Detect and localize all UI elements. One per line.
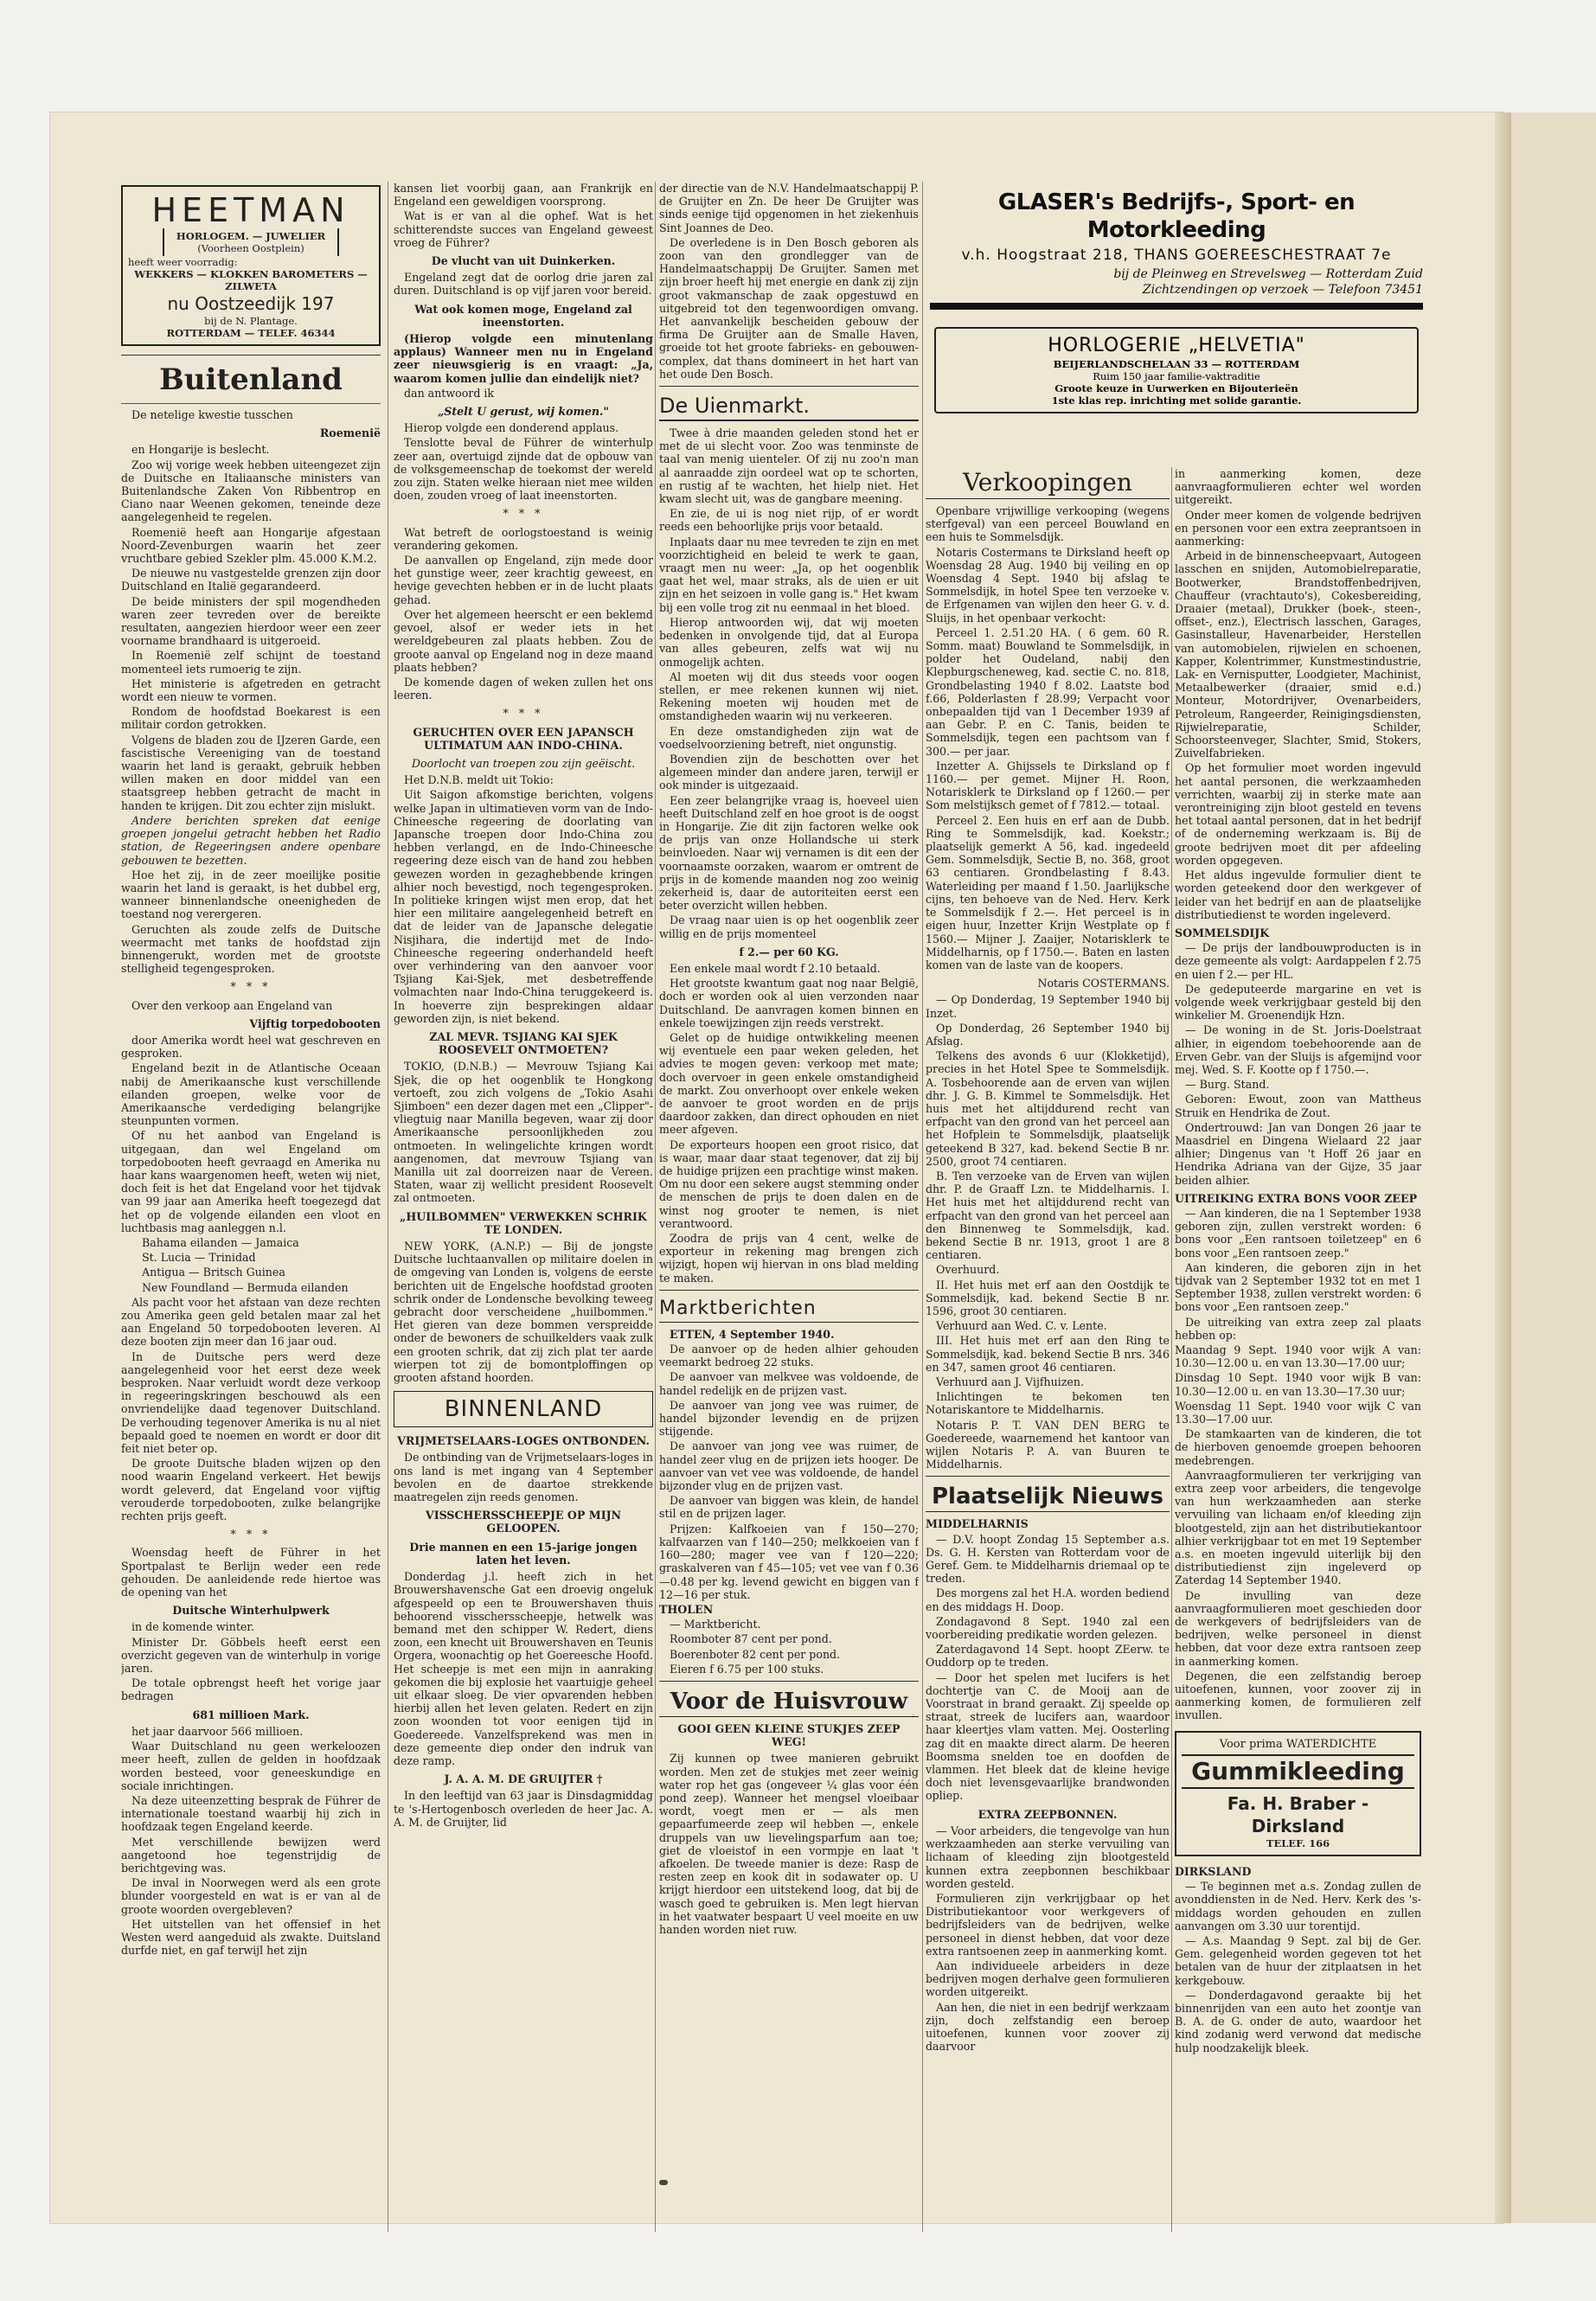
page-punch-hole [659,2180,668,2185]
paragraph: (Hierop volgde een minutenlang applaus) Wanneer men nu in Engeland zeer nieuwsgierig is en vraagt: „Ja, waarom komen jullie dan eindelijk niet? [394,332,653,385]
heetman-advertisement [121,185,381,346]
schedule-line: Dinsdag 10 Sept. 1940 voor wijk B van: 10.30—12.00 u. en van 13.30—17.30 uur; [1175,1371,1421,1398]
column-rule [922,182,923,2232]
paragraph: Minister Dr. Göbbels heeft eerst een overzicht gegeven van de winterhulp in vorige jaren. [121,1635,381,1676]
heetman-items: WEKKERS — KLOKKEN BAROMETERS — ZILWETA [134,268,368,292]
paragraph: — Burg. Stand. [1185,1078,1270,1092]
gummi-telephone: TELEF. 166 [1266,1836,1330,1849]
paragraph: Het aldus ingevulde formulier dient te worden geteekend door den werkgever of leider van het bedrijf en aan de plaatselijke distributiedienst te worden ingeleverd. [1175,868,1421,921]
glaser-title: GLASER's Bedrijfs-, Sport- en Motorkleeding [997,189,1356,243]
paragraph: — De woning in de St. Joris-Doelstraat alhier, in eigendom toebehoorende aan de Erven Gebr. van der Sluijs is afgemijnd voor mej. Wed. S. F. Kootte op f 1750.—. [1175,1023,1421,1076]
paragraph: — De prijs der landbouwproducten is in deze gemeente als volgt: Aardappelen f 2.75 en uien f 2.— per HL. [1175,941,1421,981]
paragraph: B. Ten verzoeke van de Erven van wijlen dhr. P. de Graaff Lzn. te Middelharnis. I. Het huis met het altijddurend recht van erfpacht van den grond van het perceel aan den Binnenweg te Sommelsdijk, kad. bekend Sectie B nr. 1913, groot 1 are 8 centiaren. [926,1169,1170,1262]
market-dateline: THOLEN [659,1602,714,1616]
paragraph: Woensdag heeft de Führer in het Sportpalast te Berlijn weder een rede gehouden. De aanleidende rede hiertoe was de opening van het [121,1546,381,1599]
article-subhead: Wat ook komen moge, Engeland zal ineenstorten. [414,302,632,329]
paragraph: Hierop volgde een donderend applaus. [404,421,619,435]
helvetia-tradition: Ruim 150 jaar familie-vaktraditie [1093,370,1260,382]
paragraph: Waar Duitschland nu geen werkeloozen meer heeft, zullen de gelden in hoofdzaak worden besteed, voor geneeskundige en sociale inrichtingen. [121,1740,381,1792]
paragraph: Notaris Costermans te Dirksland heeft op Woensdag 28 Aug. 1940 bij veiling en op Woensdag 4 Sept. 1940 bij afslag te Sommelsdijk, in hotel Spee ten verzoeke v. de Erfgenamen van wijlen den heer G. v. d. Sluijs, in het openbaar verkocht: [926,545,1170,625]
gummi-title: Gummikleeding [1182,1754,1414,1789]
paragraph: In den leeftijd van 63 jaar is Dinsdagmiddag te 's-Hertogenbosch overleden de heer Jac. A. A. M. de Gruijter, lid [394,1789,653,1829]
paragraph: En deze omstandigheden zijn wat de voedselvoorziening betreft, niet ongunstig. [659,724,919,751]
article-headline: ZAL MEVR. TSJIANG KAI SJEK ROOSEVELT ONTMOETEN? [429,1029,618,1057]
paragraph: Het grootste kwantum gaat nog naar België, doch er worden ook al uien verzonden naar Duitschland. De aanvragen komen binnen en enkele toewijzingen zijn reeds verstrekt. [659,977,919,1029]
paragraph: Openbare vrijwillige verkooping (wegens sterfgeval) van een perceel Bouwland en een huis te Sommelsdijk. [926,504,1170,544]
paragraph: De komende dagen of weken zullen het ons leeren. [394,675,653,702]
paragraph: Wat is er van al die ophef. Wat is het schitterendste succes van Engeland geweest vroeg de Führer? [394,209,653,249]
heetman-telephone: ROTTERDAM — TELEF. 46344 [166,327,336,339]
helvetia-title: HORLOGERIE „HELVETIA" [1048,335,1305,356]
paragraph: NEW YORK, (A.N.P.) — Bij de jongste Duitsche luchtaanvallen op militaire doelen in de omgeving van Londen is, volgens de eerste berichten uit de Engelsche hoofdstad grooten schrik onder de Londensche bevolking teweeg gebracht door verscheidene „huilbommen." Het gieren van deze bommen verspreidde onder de bewoners de schuilkelders vaak zulk een grooten schrik, dat zij zich plat ter aarde wierpen tot zij de bomontploffingen op grooten afstand hoorden. [394,1240,653,1385]
column-1 [121,182,381,2232]
heetman-title: HEETMAN [151,191,350,229]
paragraph: Al moeten wij dit dus steeds voor oogen stellen, er mee rekenen kunnen wij niet. Rekening moeten wij houden met de omstandigheden waarin wij nu verkeeren. [659,670,919,723]
paragraph: Zondagavond 8 Sept. 1940 zal een voorbereiding predikatie worden gelezen. [926,1614,1170,1642]
section-title-huisvrouw: Voor de Huisvrouw [659,1687,919,1717]
paragraph: Verhuurd aan Wed. C. v. Lente. [936,1319,1107,1333]
paragraph: Het ministerie is afgetreden en getracht wordt een nieuw te vormen. [121,676,381,704]
paragraph: Boerenboter 82 cent per pond. [670,1647,841,1661]
paragraph: en Hongarije is beslecht. [131,443,270,457]
paragraph: Over het algemeen heerscht er een beklemd gevoel, alsof er weder iets in het wereldgebeuren zal plaats hebben. Zou de groote aanval op Engeland nog in deze maand plaats hebben? [394,607,653,674]
article-headline: GOOI GEEN KLEINE STUKJES ZEEP WEG! [677,1721,901,1749]
paragraph: — Marktbericht. [670,1618,761,1631]
section-title-marktberichten: Marktberichten [659,1296,919,1323]
paragraph: De groote Duitsche bladen wijzen op den nood waarin Engeland verkeert. Het bewijs wordt geleverd, dat Engeland voor vijftig verouderde torpedobooten, zulke belangrijke rechten prijs geeft. [121,1457,381,1523]
paragraph: Roemenië heeft aan Hongarije afgestaan Noord-Zevenburgen waarin het zeer vruchtbare gebied Szekler plm. 45.000 K.M.2. [121,525,381,566]
schedule-line: Woensdag 11 Sept. 1940 voor wijk C van 13.30—17.00 uur. [1175,1399,1421,1426]
article-headline: EXTRA ZEEPBONNEN. [977,1807,1118,1821]
article-headline: J. A. A. M. DE GRUIJTER † [444,1772,603,1786]
paragraph: Geboren: Ewout, zoon van Mattheus Struik en Hendrika de Zout. [1175,1093,1421,1119]
paragraph: Volgens de bladen zou de IJzeren Garde, een fascistische Vereeniging van de toestand waarin het land is geraakt, gebruik hebben willen maken en door middel van een staatsgreep hebben getracht de macht in handen te krijgen. Dit zou echter zijn mislukt. [121,733,381,812]
paragraph: Zaterdagavond 14 Sept. hoopt ZEerw. te Ouddorp op te treden. [926,1643,1170,1670]
paragraph: — Op Donderdag, 19 September 1940 bij Inzet. [926,993,1170,1020]
separator [659,386,919,387]
paragraph: het jaar daarvoor 566 millioen. [131,1724,304,1738]
paragraph: Zoo wij vorige week hebben uiteengezet zijn de Duitsche en Italiaansche ministers van Buitenlandsche Zaken Von Ribbentrop en Ciano naar Weenen gekomen, teneinde deze aangelegenheid te regelen. [121,458,381,524]
column-2 [394,182,653,2232]
paragraph: In de Duitsche pers werd deze aangelegenheid voor het eerst deze week besproken. Naar verluidt wordt deze verkoop in regeeringskringen beschouwd als een onvriendelijke daad tegenover Duitschland. De verhouding tegenover Amerika is nu al niet bepaald goed te noemen en wordt er door dit feit niet beter op. [121,1349,381,1456]
paragraph: Arbeid in de binnenscheepvaart, Autogeen lasschen en snijden, Automobielreparatie, Bootwerker, Brandstoffenbedrijven, Chauffeur (vrachtauto's), Cokesbereiding, Draaier (metaal), Drukker (boek-, steen-, offset-, enz.), Electrisch lasschen, Garages, Gasinstalleur, Havenarbeider, Herstellen van automobielen, rijwielen en schoenen, Kapper, Kolentrimmer, Kunstmestindustrie, Lak- en Vernisputter, Loodgieter, Machinist, Metaalbewerker (draaier, smid e.d.) Monteur, Motordrijver, Ovenarbeiders, Petroleum, Rangeerder, Reinigingsdiensten, Rijwielreparatie, Schilder, Schoorsteenveger, Slachter, Smid, Stokers, Zuivelfabrieken. [1175,549,1421,760]
paragraph: Een zeer belangrijke vraag is, hoeveel uien heeft Duitschland zelf en hoe groot is de oogst in Hongarije. Zie dit zijn factoren welke ook de prijs van onze Hollandsche ui sterk beinvloeden. Naar wij vernamen is dit een der voornaamste oorzaken, waarom er omtrent de prijs in de komende maanden nog zoo weinig zekerheid is, daar de autoriteiten eerst een beter overzicht willen hebben. [659,793,919,913]
paragraph: Andere berichten spreken dat eenige groepen jongelui getracht hebben het Radio station, de Regeeringsen andere openbare gebouwen te bezetten. [121,813,381,867]
glaser-location: bij de Pleinweg en Strevelsweg — Rotterdam Zuid [1113,267,1423,281]
column-5 [1175,467,1421,2232]
article-subhead: 681 millioen Mark. [192,1708,310,1721]
paragraph: De vraag naar uien is op het oogenblik zeer willig en de prijs momenteel [659,913,919,940]
section-title-binnenland: BINNENLAND [444,1396,603,1423]
paragraph: Inlichtingen te bekomen ten Notariskantore te Middelharnis. [926,1390,1170,1417]
island-list-item: Antigua — Britsch Guinea [142,1266,285,1279]
article-subhead: De netelige kwestie tusschen [131,408,293,421]
adjacent-page-strip [1509,112,1596,2223]
section-divider-stars: * * * [503,707,544,721]
paragraph: Des morgens zal het H.A. worden bediend en des middags H. Doop. [926,1586,1170,1613]
paragraph: Wat betreft de oorlogstoestand is weinig verandering gekomen. [394,525,653,552]
article-subhead: Vijftig torpedobooten [249,1016,381,1030]
island-list-item: New Foundland — Bermuda eilanden [142,1280,349,1294]
paragraph: Aanvraagformulieren ter verkrijging van extra zeep voor arbeiders, die tengevolge van hun werkzaamheden aan sterke vervuiling van lichaam en/of kleeding zijn blootgesteld, zijn aan het distributiekantoor alhier verkrijgbaar tot en met 19 September a.s. en moeten ingevuld uiterlijk bij den distributiedienst zijn ingeleverd op Zaterdag 14 September 1940. [1175,1468,1421,1587]
article-subhead: Drie mannen en een 15-jarige jongen laten het leven. [409,1540,638,1567]
helvetia-advertisement [934,327,1419,413]
column-3 [659,182,919,2232]
paragraph: De aanvoer van melkvee was voldoende, de handel redelijk en de prijzen vast. [659,1370,919,1397]
paragraph: De exporteurs hoopen een groot risico, dat is waar, maar daar staat tegenover, dat zij bij de huidige prijzen een prachtige winst maken. Om nu door een sekere augst stemming onder de menschen de prijs te doen dalen en de winst nog grooter te nemen, is niet verantwoord. [659,1138,919,1230]
helvetia-selection: Groote keuze in Uurwerken en Bijouterieën [1054,382,1298,394]
column-rule [655,182,656,2232]
paragraph: Het D.N.B. meldt uit Tokio: [404,773,554,787]
helvetia-repair: 1ste klas rep. inrichting met solide garantie. [1051,394,1302,407]
article-subhead: „Stelt U gerust, wij komen." [438,405,609,419]
paragraph: Uit Saigon afkomstige berichten, volgens welke Japan in ultimatieven vorm van de Indo-Chineesche regeering de doorlating van Japansche troepen door Indo-China zou hebben verlangd, en de Indo-Chineesche regeering deze eisch van de hand zou hebben gewezen worden in gezaghebbende kringen alhier noch bevestigd, noch tegengesproken. In politieke kringen wijst men erop, dat het hier een militaire aangelegenheid betreft en dat de leider van de Japansche delegatie Nisjihara, die indertijd met de Indo-Chineesche regeering onderhandeld heeft over verhindering van den aanvoer voor Tsjiang Kai-Sjek, met desbetreffende volmachten naar Indo-China teruggekeerd is. In hoeverre zijn besprekingen aldaar geworden zijn, is niet bekend. [394,788,653,1025]
paragraph: door Amerika wordt heel wat geschreven en gesproken. [121,1033,381,1061]
gummikleeding-advertisement [1175,1731,1421,1856]
helvetia-address: BEIJERLANDSCHELAAN 33 — ROTTERDAM [1053,358,1300,370]
paragraph: Aan kinderen, die geboren zijn in het tijdvak van 2 September 1932 tot en met 1 September 1938, zullen verstrekt worden: 6 bons voor „Een rantsoen zeep." [1175,1260,1421,1314]
article-headline: VISSCHERSSCHEEPJE OP MIJN GELOOPEN. [425,1509,622,1535]
paragraph: in de komende winter. [131,1620,254,1634]
gummi-pretitle: Voor prima WATERDICHTE [1219,1737,1377,1751]
paragraph: En zie, de ui is nog niet rijp, of er wordt reeds een behoorlijke prijs voor betaald. [659,507,919,534]
gummi-firm: Fa. H. Braber - Dirksland [1227,1792,1369,1836]
town-heading: SOMMELSDIJK [1175,926,1270,939]
paragraph: Het uitstellen van het offensief in het Westen werd aangeduid als zwakte. Duitsland durfde niet, en gaf terwijl het zijn [121,1917,381,1958]
glaser-address: v.h. Hoogstraat 218, THANS GOEREESCHESTRAAT 7e [961,247,1392,264]
paragraph: Op het formulier moet worden ingevuld het aantal personen, die werkzaamheden verrichten, waarbij zij in sterke mate aan verontreiniging zijn bloot gesteld en tevens het totaal aantal personen, dat in het bedrijf of de onderneming werkzaam is. Bij de groote bedrijven moet dit per afdeeling worden opgegeven. [1175,761,1421,867]
paragraph: De aanvoer van biggen was klein, de handel stil en de prijzen lager. [659,1494,919,1521]
paragraph: III. Het huis met erf aan den Ring te Sommelsdijk, kad. bekend Sectie B nrs. 346 en 347, samen groot 46 centiaren. [926,1334,1170,1374]
column-rule [1171,467,1172,2232]
town-heading: MIDDELHARNIS [926,1517,1029,1531]
paragraph: Onder meer komen de volgende bedrijven en personen voor een extra zeeprantsoen in aanmerking: [1175,508,1421,548]
paragraph: Zoodra de prijs van 4 cent, welke de exporteur in rekening mag brengen zich wijzigt, hopen wij hiervan in ons blad melding te maken. [659,1232,919,1285]
paragraph: Geruchten als zoude zelfs de Duitsche weermacht met tanks de hoofdstad zijn binnengerukt, worden met de grootste stelligheid tegengesproken. [121,922,381,976]
island-list-item: Bahama eilanden — Jamaica [142,1235,299,1249]
heetman-plantage: bij de N. Plantage. [204,315,298,327]
paragraph: De overledene is in Den Bosch geboren als zoon van den grondlegger van de Handelmaatschappij De Gruijter. Samen met zijn broer heeft hij met energie en dank zij zijn groot vakmanschap de zaak opgestuwd en uitgebreid tot den tegenwoordigen omvang. Het aanvankelijk bescheiden gebouw der firma De Gruijter aan de Smalle Haven, groeide tot het groote fabrieks- en gebouwen-complex, dat thans domineert in het hart van het oude Den Bosch. [659,235,919,381]
article-subhead: Duitsche Winterhulpwerk [172,1604,330,1618]
paragraph: — Te beginnen met a.s. Zondag zullen de avonddiensten in de Ned. Herv. Kerk des 's-middags worden gehouden en zullen aanvangen om 3.30 uur torentijd. [1175,1880,1421,1932]
glaser-contact: Zichtzendingen op verzoek — Telefoon 73451 [1142,283,1423,297]
paragraph: De aanvoer van jong vee was ruimer, de handel bijzonder levendig en de prijzen stijgende. [659,1398,919,1439]
separator [121,403,381,404]
paragraph: Inzetter A. Ghijssels te Dirksland op f 1160.— per gemet. Mijner H. Roon, Notarisklerk te Dirksland op f 1260.— per Som melstijksch gemet of f 7812.— totaal. [926,759,1170,812]
paragraph: De aanvoer van jong vee was ruimer, de handel zeer vlug en de prijzen iets hooger. De aanvoer van vet vee was voldoende, de handel bijzonder vlug en de prijzen vast. [659,1439,919,1493]
paragraph: Rondom de hoofdstad Boekarest is een militair cordon getrokken. [121,705,381,732]
paragraph: De gedeputeerde margarine en vet is volgende week verkrijgbaar gesteld bij den winkelier M. Groenendijk Hzn. [1175,982,1421,1022]
paragraph: Met verschillende bewijzen werd aangetoond hoe tegenstrijdig de berichtgeving was. [121,1835,381,1875]
paragraph: — D.V. hoopt Zondag 15 September a.s. Ds. G. H. Kersten van Rotterdam voor de Geref. Gem. te Middelharnis driemaal op te treden. [926,1532,1170,1586]
town-heading: DIRKSLAND [1175,1864,1252,1878]
heetman-subtitle-2: (Voorheen Oostplein) [197,242,304,254]
paragraph: Aan hen, die niet in een bedrijf werkzaam zijn, doch zelfstandig een beroep uitoefenen, kunnen voor zoover zij daarvoor [926,2000,1170,2054]
price-highlight: f 2.— per 60 KG. [739,945,839,958]
paragraph: — A.s. Maandag 9 Sept. zal bij de Ger. Gem. gelegenheid worden gegeven tot het betalen van de huur der zitplaatsen in het kerkgebouw. [1175,1933,1421,1987]
paragraph: Formulieren zijn verkrijgbaar op het Distributiekantoor voor werkgevers of bedrijfsleiders van de bedrijven, welke personeel in dienst hebben, dat voor deze extra rantsoenen zeep in aanmerking komt. [926,1891,1170,1958]
paragraph: De ontbinding van de Vrijmetselaars-loges in ons land is met ingang van 4 September bevolen en de daartoe strekkende maatregelen zijn reeds genomen. [394,1451,653,1504]
paragraph: Degenen, die een zelfstandig beroep uitoefenen, kunnen, voor zoover zij in aanmerking komen, de formulieren zelf invullen. [1175,1669,1421,1722]
paragraph: Ondertrouwd: Jan van Dongen 26 jaar te Maasdriel en Dingena Wielaard 22 jaar alhier; Dingenus van 't Hoff 26 jaar en Hendrika Adriana van der Gijze, 35 jaar beiden alhier. [1175,1120,1421,1187]
glaser-advertisement [930,189,1423,310]
article-subhead: De vlucht van uit Duinkerken. [431,254,616,268]
section-title-buitenland: Buitenland [159,362,343,397]
paragraph: De inval in Noorwegen werd als een grote blunder voorgesteld en wat is er van al de groote woorden overgebleven? [121,1876,381,1916]
paragraph: De nieuwe nu vastgestelde grenzen zijn door Duitschland en Italië gegarandeerd. [121,567,381,593]
section-title-verkoopingen: Verkoopingen [926,467,1170,499]
notary-signature: Notaris P. T. VAN DEN BERG te Goedereede, waarnemend het kantoor van wijlen Notaris P. A. van Buuren te Middelharnis. [926,1418,1170,1471]
paragraph: Roomboter 87 cent per pond. [670,1632,832,1646]
paragraph: in aanmerking komen, deze aanvraagformulieren echter wel worden uitgereikt. [1175,467,1421,507]
paragraph: Hoe het zij, in de zeer moeilijke positie waarin het land is geraakt, is het dubbel erg, wanneer binnenlandsche oneenigheden de toestand nog verergeren. [121,868,381,921]
paragraph: De aanvoer op de heden alhier gehouden veemarkt bedroeg 22 stuks. [659,1343,919,1369]
paragraph: Prijzen: Kalfkoeien van f 150—270; kalfvaarzen van f 140—250; melkkoeien van f 160—280; mager vee van f 120—220; graskalveren van f 45—105; vet vee van f 0.36 —0.48 per kg. levend gewicht en biggen van f 12—16 per stuk. [659,1522,919,1601]
paragraph: De totale opbrengst heeft het vorige jaar bedragen [121,1676,381,1703]
paragraph: Engeland zegt dat de oorlog drie jaren zal duren. Duitschland is op vijf jaren voor bereid. [394,271,653,298]
article-subhead: Doorlocht van troepen zou zijn geëischt. [411,756,636,770]
paragraph: — Voor arbeiders, die tengevolge van hun werkzaamheden aan sterke vervuiling van lichaam of kleeding zijn blootgesteld kunnen extra zeepbonnen beschikbaar worden gesteld. [926,1823,1170,1890]
section-divider-stars: * * * [503,507,544,521]
paragraph: — Donderdagavond geraakte bij het binnenrijden van een auto het zoontje van B. A. de G. onder de auto, waardoor het kind zodanig werd verwond dat medische hulp noodzakelijk bleek. [1175,1988,1421,2054]
article-subhead-right: Roemenië [319,426,381,440]
schedule-line: Maandag 9 Sept. 1940 voor wijk A van: 10.30—12.00 u. en van 13.30—17.00 uur; [1175,1343,1421,1370]
paragraph: De aanvallen op Engeland, zijn mede door het gunstige weer, zeer krachtig geweest, en hevige gevechten hebben er in de lucht plaats gehad. [394,554,653,606]
paragraph: Telkens des avonds 6 uur (Klokketijd), precies in het Hotel Spee te Sommelsdijk. A. Tosbehoorende aan de erven van wijlen dhr. J. G. B. Kimmel te Sommelsdijk. Het huis met het altijddurend recht van erfpacht van den grond van het perceel aan het Hofplein te Sommelsdijk, plaatselijk geteekend B 327, kad. bekend Sectie B nr. 2500, groot 74 centiaren. [926,1049,1170,1168]
column-4 [926,467,1170,2232]
paragraph: Twee à drie maanden geleden stond het er met de ui slecht voor. Zoo was tenminste de taal van menig uienteler. Of zij nu zoo'n man al aanraadde zijn oordeel wat op te schorten, en rustig af te wachten, het hielp niet. Het kwam slecht uit, was de gangbare meening. [659,426,919,506]
article-headline: VRIJMETSELAARS-LOGES ONTBONDEN. [397,1434,650,1448]
separator [659,1290,919,1291]
paragraph: Inplaats daar nu mee tevreden te zijn en met voorzichtigheid en beleid te werk te gaan, vraagt men nu weer: „Ja, op het oogenblik gaat het wel, maar straks, als de uien er uit zijn en het seizoen in volle gang is." Het kwam bij een volle trog zit nu eenmaal in het bloed. [659,535,919,614]
paragraph: Bovendien zijn de beschotten over het algemeen minder dan andere jaren, terwijl er ook minder is uitgezaaid. [659,752,919,792]
glaser-bar [930,303,1423,310]
paragraph: II. Het huis met erf aan den Oostdijk te Sommelsdijk, kad. bekend Sectie B nr. 1596, groot 30 centiaren. [926,1278,1170,1317]
paragraph: Aan individueele arbeiders in deze bedrijven mogen derhalve geen formulieren worden uitgereikt. [926,1958,1170,1999]
paragraph: kansen liet voorbij gaan, aan Frankrijk en Engeland een geweldigen voorsprong. [394,182,653,208]
paragraph: Hierop antwoorden wij, dat wij moeten bedenken in onvolgende tijd, dat al Europa van alles gebeuren, zelfs wat wij nu onmogelijk achten. [659,615,919,669]
article-headline: „HUILBOMMEN" VERWEKKEN SCHRIK TE LONDEN. [400,1209,647,1236]
heetman-intro: heeft weer voorradig: [128,256,238,268]
paragraph: Engeland bezit in de Atlantische Oceaan nabij de Amerikaansche kust verschillende eilanden groepen, welke voor de Amerikaansche verdediging belangrijke steunpunten vormen. [121,1061,381,1128]
paragraph: Verhuurd aan J. Vijfhuizen. [936,1375,1084,1388]
paragraph: Na deze uiteenzetting besprak de Führer de internationale toestand waarbij hij zich in hoofdzaak tegen Engeland keerde. [121,1793,381,1834]
island-list-item: St. Lucia — Trinidad [142,1251,256,1265]
market-dateline: ETTEN, 4 September 1940. [670,1327,835,1341]
paragraph: Eieren f 6.75 per 100 stuks. [670,1662,824,1676]
section-divider-stars: * * * [230,1528,272,1541]
paragraph: Perceel 1. 2.51.20 HA. ( 6 gem. 60 R. Somm. maat) Bouwland te Sommelsdijk, in polder het Oudeland, nabij den Klepburgscheneweg, kad. sectie C. no. 818, Grondbelasting 1940 f 8.02. Laatste bod f.66, Polderlasten f 28.99; Verpacht voor onbepaalden tijd van 1 December 1939 af aan Gebr. P. en C. Tanis, beiden te Sommelsdijk, tegen een pachtsom van f 300.— per jaar. [926,625,1170,758]
paragraph: Een enkele maal wordt f 2.10 betaald. [670,961,881,975]
paragraph: Donderdag j.l. heeft zich in het Brouwershavensche Gat een droevig ongeluk afgespeeld op een te Brouwershaven thuis behoorend visschersscheepje, hetwelk was bemand met den schipper W. Redert, diens zoon, een knecht uit Brouwershaven en Teunis Orgera, woonachtig op het Goereesche Hoofd. Het scheepje is met een mijn in aanraking gekomen die bij explosie het vaartuigje geheel uit elkaar sloeg. De vier opvarenden hebben hierbij allen het leven gelaten. Redert en zijn zoon woonden tot voor eenigen tijd in Goedereede. Vanzelfsprekend was men in deze gemeente diep onder den indruk van deze ramp. [394,1570,653,1767]
paragraph: Perceel 2. Een huis en erf aan de Dubb. Ring te Sommelsdijk, kad. Koekstr.; plaatselijk gemerkt A 56, kad. ingedeeld Gem. Sommelsdijk, Sectie B, no. 368, groot 63 centiaren. Grondbelasting f 8.43. Waterleiding per maand f 1.50. Jaarlijksche cijns, ten behoeve van de Ned. Herv. Kerk te Sommelsdijk f 2.—. Het perceel is in eigen huur, Inzetter Krijn Westplate op f 1560.— Mijner J. Zaaijer, Notarisklerk te Middelharnis, op f 1750.—. Baten en lasten komen van de laste van de koopers. [926,813,1170,971]
paragraph: Of nu het aanbod van Engeland is uitgegaan, dan wel Engeland om torpedobooten heeft gevraagd en Amerika nu haar kans waargenomen heeft, weten wij niet, doch feit is het dat Engeland voor het tijdvak van 99 jaar aan Amerika heeft toegezegd dat het op de volgende eilanden een vloot en luchtbasis mag aanleggen n.l. [121,1129,381,1234]
paragraph: Als pacht voor het afstaan van deze rechten zou Amerika geen geld betalen maar zal het aan Engeland 50 torpedobooten leveren. Al deze booten zijn meer dan 16 jaar oud. [121,1295,381,1349]
section-divider-stars: * * * [230,980,272,994]
paragraph: — Door het spelen met lucifers is het dochtertje van C. de Mooij aan de Voorstraat in brand geraakt. Zij speelde op straat, streek de lucifers aan, waardoor haar kleertjes vlam vatten. Mej. Oosterling zag dit en maakte direct alarm. De heeren Boomsma snelden toe en doofden de vlammen. Het bleek dat de kleine hevige doch niet levensgevaarlijke brandwonden opliep. [926,1670,1170,1803]
paragraph: dan antwoord ik [404,386,495,400]
heetman-subtitle: HORLOGEM. — JUWELIER [176,230,326,242]
paragraph: Overhuurd. [936,1263,1000,1277]
paragraph: Op Donderdag, 26 September 1940 bij Afslag. [926,1021,1170,1048]
separator [659,1681,919,1682]
paragraph: De beide ministers der spil mogendheden waren zeer tevreden over de bereikte resultaten, aangezien hierdoor weer een zeer voorname brandhaard is uitgeroeid. [121,594,381,648]
article-headline: GERUCHTEN OVER EEN JAPANSCH ULTIMATUM AAN INDO-CHINA. [413,725,634,752]
paragraph: De stamkaarten van de kinderen, die tot de hierboven genoemde groepen behooren medebrengen. [1175,1427,1421,1467]
paragraph: De invulling van deze aanvraagformulieren moet geschieden door de werkgevers of bedrijfsleiders van de bedrijven, welke personeel in dienst hebben, dat voor deze extra rantsoen zeep in aanmerking komen. [1175,1588,1421,1668]
paragraph: De uitreiking van extra zeep zal plaats hebben op: [1175,1315,1421,1342]
section-title-plaatselijk-nieuws: Plaatselijk Nieuws [926,1482,1170,1512]
paragraph: Tenslotte beval de Führer de winterhulp zeer aan, overtuigd zijnde dat de opbouw van de volksgemeenschap de toekomst der wereld zou zijn. Staten welke hieraan niet mee wilden doen, zouden vroeg of laat ineenstorten. [394,436,653,503]
section-title-uienmarkt: De Uienmarkt. [659,392,919,421]
paragraph: Over den verkoop aan Engeland van [131,998,333,1012]
binnenland-banner [394,1391,653,1427]
paragraph: — Aan kinderen, die na 1 September 1938 geboren zijn, zullen verstrekt worden: 6 bons voor „Een rantsoen toiletzeep" en 6 bons voor „Een rantsoen zeep." [1175,1206,1421,1259]
paragraph: Gelet op de huidige ontwikkeling meenen wij eventuele een paar weken geleden, het advies te mogen geven: verkoop met mate; doch overvoer in geen enkele omstandigheid de markt. Zou onverhoopt over enkele weken de aanvoer te groot worden en de prijs daardoor zakken, dan direct ophouden en niet meer afgeven. [659,1030,919,1137]
paragraph: In Roemenië zelf schijnt de toestand momenteel iets rumoerig te zijn. [121,649,381,676]
article-headline: UITREIKING EXTRA BONS VOOR ZEEP [1175,1191,1418,1205]
heetman-address: nu Oostzeedijk 197 [167,293,335,314]
paragraph: der directie van de N.V. Handelmaatschappij P. de Gruijter en Zn. De heer De Gruijter was sinds eenige tijd opgenomen in het ziekenhuis Sint Joannes de Deo. [659,182,919,234]
separator [926,1476,1170,1477]
notary-signature: Notaris COSTERMANS. [1037,977,1170,990]
paragraph: TOKIO, (D.N.B.) — Mevrouw Tsjiang Kai Sjek, die op het oogenblik te Hongkong vertoeft, zou zich volgens de „Tokio Asahi Sjimboen" een dezer dagen met een „Clipper"-vliegtuig naar Manilla begeven, waar zij door Amerikaansche persoonlijkheden zou ontmoeten. In welingelichte kringen wordt aangenomen, dat mevrouw Tsjiang van Manilla uit zal doorreizen naar de Vereen. Staten, waar zij wellicht president Roosevelt zal ontmoeten. [394,1060,653,1205]
separator [121,355,381,356]
paragraph: Zij kunnen op twee manieren gebruikt worden. Men zet de stukjes met zeer weinig water rop het gas (ongeveer ¼ glas voor één pond zeep). Wanneer het mengsel vloeibaar wordt, voegt men er — als men gepaarfumeerde zeep wil hebben —, enkele druppels van uw lievelingsparfum aan toe; giet de vloeistof in een vormpje en laat 't afkoelen. De tweede manier is deze: Rasp de resten zeep en kook dit in sodawater op. U krijgt hierdoor een uitstekend loog, dat bij de wasch goed te gebruiken is. Men legt hiervan in het vaatwater bespaart U veel moeite en uw handen worden niet ruw. [659,1752,919,1936]
